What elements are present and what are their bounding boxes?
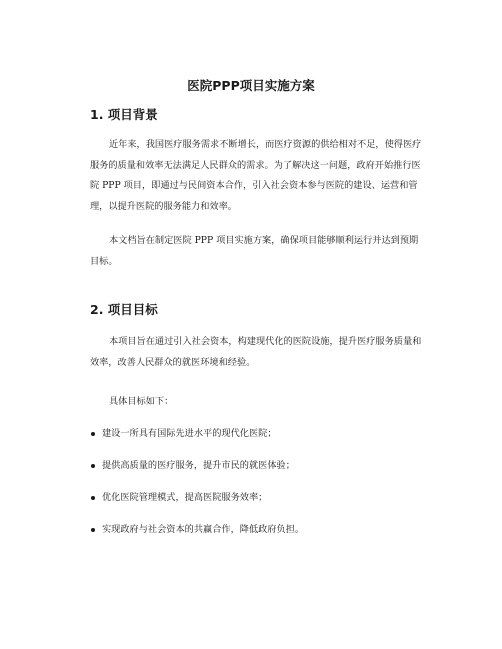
list-item-text: 实现政府与社会资本的共赢合作，降低政府负担。 bbox=[102, 524, 305, 535]
section-heading-background: 1. 项目背景 bbox=[90, 107, 158, 122]
objectives-paragraph-1 bbox=[90, 332, 423, 373]
document-title: 医院PPP项目实施方案 bbox=[187, 78, 315, 93]
objectives-list-intro bbox=[90, 392, 423, 413]
background-paragraph-2 bbox=[90, 231, 423, 272]
bullet-icon bbox=[91, 528, 95, 532]
bullet-icon bbox=[91, 496, 95, 500]
text-line: 本文档旨在制定医院 PPP 项目实施方案，确保项目能够顺利运行并达到预期 bbox=[109, 235, 419, 246]
bullet-icon bbox=[91, 432, 95, 436]
text-line: 目标。 bbox=[90, 255, 118, 267]
text-line: 具体目标如下： bbox=[109, 396, 174, 407]
background-paragraph-1 bbox=[90, 135, 423, 217]
text-line: 院 PPP 项目，即通过与民间资本合作，引入社会资本参与医院的建设、运营和管 bbox=[90, 180, 418, 191]
list-item-text: 提供高质量的医疗服务，提升市民的就医体验； bbox=[102, 460, 295, 471]
text-line: 本项目旨在通过引入社会资本，构建现代化的医院设施，提升医疗服务质量和 bbox=[109, 336, 422, 347]
text-line: 近年来，我国医疗服务需求不断增长，而医疗资源的供给相对不足，使得医疗 bbox=[109, 139, 422, 150]
text-line: 效率，改善人民群众的就医环境和经验。 bbox=[90, 356, 256, 368]
text-line: 理，以提升医院的服务能力和效率。 bbox=[90, 200, 237, 212]
section-heading-objectives: 2. 项目目标 bbox=[90, 302, 158, 317]
list-item-text: 建设一所具有国际先进水平的现代化医院； bbox=[102, 428, 277, 439]
list-item-text: 优化医院管理模式，提高医院服务效率； bbox=[102, 492, 268, 503]
text-line: 服务的质量和效率无法满足人民群众的需求。为了解决这一问题，政府开始推行医 bbox=[90, 159, 421, 171]
bullet-icon bbox=[91, 464, 95, 468]
